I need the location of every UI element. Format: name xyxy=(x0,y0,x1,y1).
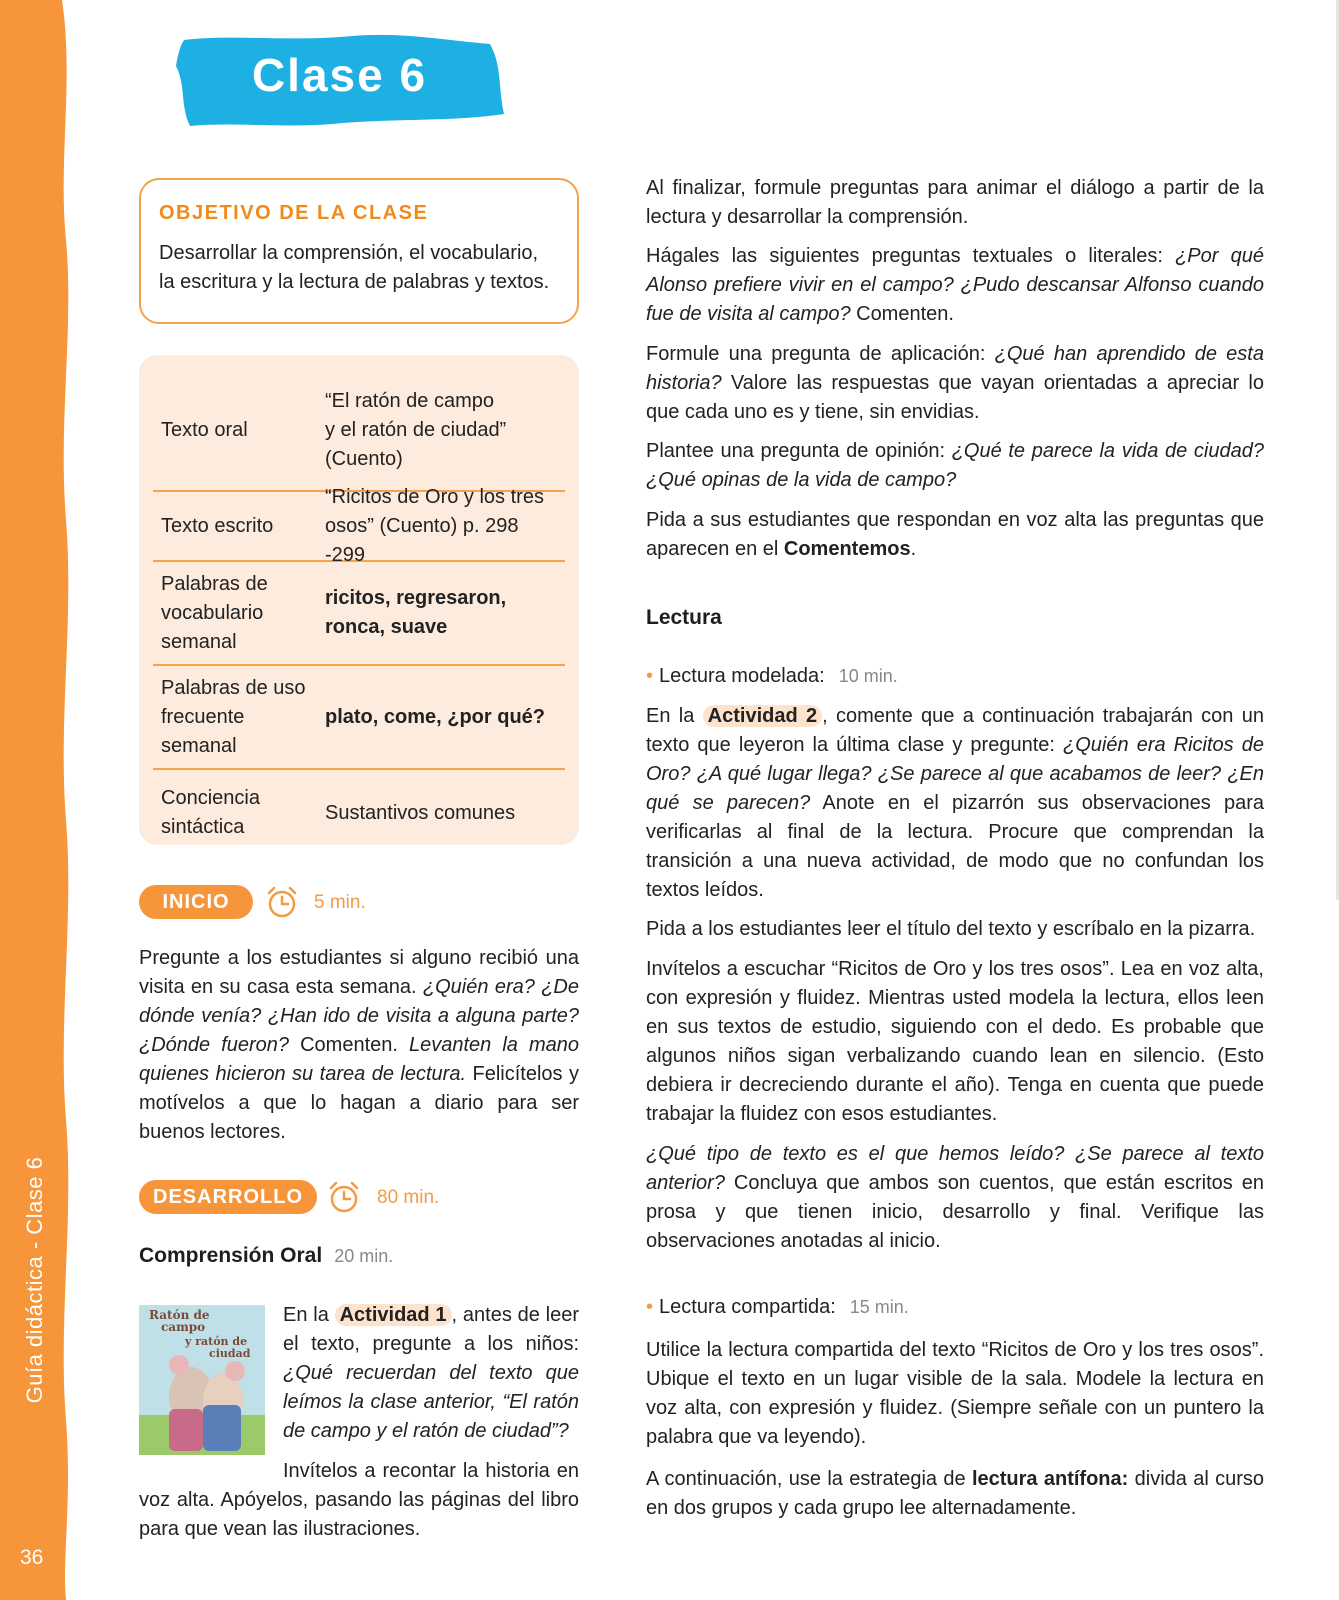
bullet-dot-icon: • xyxy=(646,1296,654,1318)
desarrollo-badge: DESARROLLO xyxy=(139,1180,317,1214)
table-row xyxy=(153,485,565,566)
objective-text: Desarrollar la comprensión, el vocabulario, la escritura y la lectura de palabras y textos. xyxy=(159,242,550,293)
info-table xyxy=(139,355,579,845)
comprension-heading: Comprensión Oral 20 min. xyxy=(139,1244,394,1267)
actividad-1-paragraph: En la Actividad 1 , antes de leer el texto, pregunte a los niños: ¿Qué recuerdan del texto que leímos la clase anterior, “El ratón de campo y el ratón de ciudad”? xyxy=(283,1304,579,1442)
right-paragraph-11: A continuación, use la estrategia de lectura antífona: divida al curso en dos grupos y cada grupo lee alternadamente. xyxy=(646,1468,1265,1519)
side-label: Guía didáctica - Clase 6 xyxy=(22,1156,47,1404)
row-value: “El ratón de campo y el ratón de ciudad” (Cuento) xyxy=(325,390,507,470)
row-label: Palabras de vocabulario semanal xyxy=(161,572,268,653)
svg-text:campo: campo xyxy=(161,1320,206,1334)
table-row xyxy=(153,562,565,666)
inicio-badge: INICIO xyxy=(139,885,253,919)
desarrollo-time: 80 min. xyxy=(377,1187,440,1208)
table-row xyxy=(153,371,565,492)
row-value: “Ricitos de Oro y los tres osos” (Cuento) p. 298 -299 xyxy=(325,485,544,566)
row-label: Texto escrito xyxy=(161,514,274,537)
row-value: ricitos, regresaron, ronca, suave xyxy=(325,587,507,638)
alarm-clock-icon xyxy=(326,1179,362,1215)
right-paragraph-10: Utilice la lectura compartida del texto “Ricitos de Oro y los tres osos”. Ubique el texto en un lugar visible de la sala. Modele la lectura en voz alta, con expresión y fluidez. (Siempre señale con un puntero la palabra que va leyendo). xyxy=(646,1339,1264,1448)
actividad-2-paragraph: En la Actividad 2 , comente que a continuación trabajarán con un texto que leyeron la última clase y pregunte: ¿Quién era Ricitos de Oro? ¿A qué lugar llega? ¿Se parece al que acabamos de leer? ¿En qué se parecen? Anote en el pizarrón sus observaciones para verificarlas al final de la lectura. Procure que comprendan la transición a una nueva actividad, de modo que no confundan los textos leídos. xyxy=(646,705,1264,901)
row-label: Palabras de uso frecuente semanal xyxy=(161,676,306,757)
row-label: Texto oral xyxy=(161,419,248,441)
book-cover-image xyxy=(139,1305,265,1455)
objective-box xyxy=(139,178,579,324)
svg-text:Ratón de: Ratón de xyxy=(149,1308,210,1322)
modelada-line: • Lectura modelada: 10 min. xyxy=(646,665,898,687)
row-label: Conciencia sintáctica xyxy=(161,787,260,838)
page-title: Clase 6 xyxy=(251,49,428,101)
objective-title: OBJETIVO DE LA CLASE xyxy=(159,202,429,224)
right-paragraph-7: Pida a los estudiantes leer el título del texto y escríbalo en la pizarra. xyxy=(646,918,1256,940)
bullet-dot-icon: • xyxy=(646,665,654,687)
row-value: plato, come, ¿por qué? xyxy=(325,705,546,728)
right-paragraph-8: Invítelos a escuchar “Ricitos de Oro y los tres osos”. Lea en voz alta, con expresión y fluidez. Mientras usted modela la lectura, ellos leen en sus textos de estudio, siguiendo con el dedo. Es probable que algunos niños sigan verbalizando cuando lean en silencio. (Esto debiera ir decreciendo durante el año). Tenga en cuenta que puede trabajar la fluidez con esos estudiantes. xyxy=(646,958,1264,1125)
svg-text:y ratón de: y ratón de xyxy=(185,1335,248,1348)
row-value: Sustantivos comunes xyxy=(325,801,516,824)
alarm-clock-icon xyxy=(264,884,300,920)
recontar-paragraph: Invítelos a recontar la historia en voz alta. Apóyelos, pasando las páginas del libro para que vean las ilustraciones. xyxy=(139,1460,579,1540)
right-paragraph-2: Hágales las siguientes preguntas textuales o literales: ¿Por qué Alonso prefiere vivir en el campo? ¿Pudo descansar Alfonso cuando fue de visita al campo? Comenten. xyxy=(646,245,1265,325)
table-row xyxy=(153,770,565,856)
right-paragraph-1: Al finalizar, formule preguntas para animar el diálogo a partir de la lectura y desarrollar la comprensión. xyxy=(646,177,1264,228)
svg-text:ciudad: ciudad xyxy=(209,1347,251,1360)
inicio-paragraph: Pregunte a los estudiantes si alguno recibió una visita en su casa esta semana. ¿Quién era? ¿De dónde venía? ¿Han ido de visita a alguna parte? ¿Dónde fueron? Comenten. Levanten la mano quienes hicieron su tarea de lectura. Felicítelos y motívelos a que lo hagan a diario para ser buenos lectores. xyxy=(139,947,579,1143)
inicio-time: 5 min. xyxy=(314,892,366,913)
lectura-heading: Lectura xyxy=(646,606,722,629)
table-row xyxy=(153,666,565,770)
right-paragraph-3: Formule una pregunta de aplicación: ¿Qué han aprendido de esta historia? Valore las respuestas que vayan orientadas a apreciar lo que cada uno es y tiene, sin envidias. xyxy=(646,343,1264,423)
compartida-line: • Lectura compartida: 15 min. xyxy=(646,1296,909,1318)
page-number: 36 xyxy=(20,1546,44,1569)
right-paragraph-9: ¿Qué tipo de texto es el que hemos leído? ¿Se parece al texto anterior? Concluya que ambos son cuentos, que están escritos en prosa y que tienen inicio, desarrollo y final. Verifique las observaciones anotadas al inicio. xyxy=(646,1143,1264,1252)
right-paragraph-5: Pida a sus estudiantes que respondan en voz alta las preguntas que aparecen en el Comentemos. xyxy=(646,509,1264,560)
right-paragraph-4: Plantee una pregunta de opinión: ¿Qué te parece la vida de ciudad? ¿Qué opinas de la vida de campo? xyxy=(646,440,1264,491)
